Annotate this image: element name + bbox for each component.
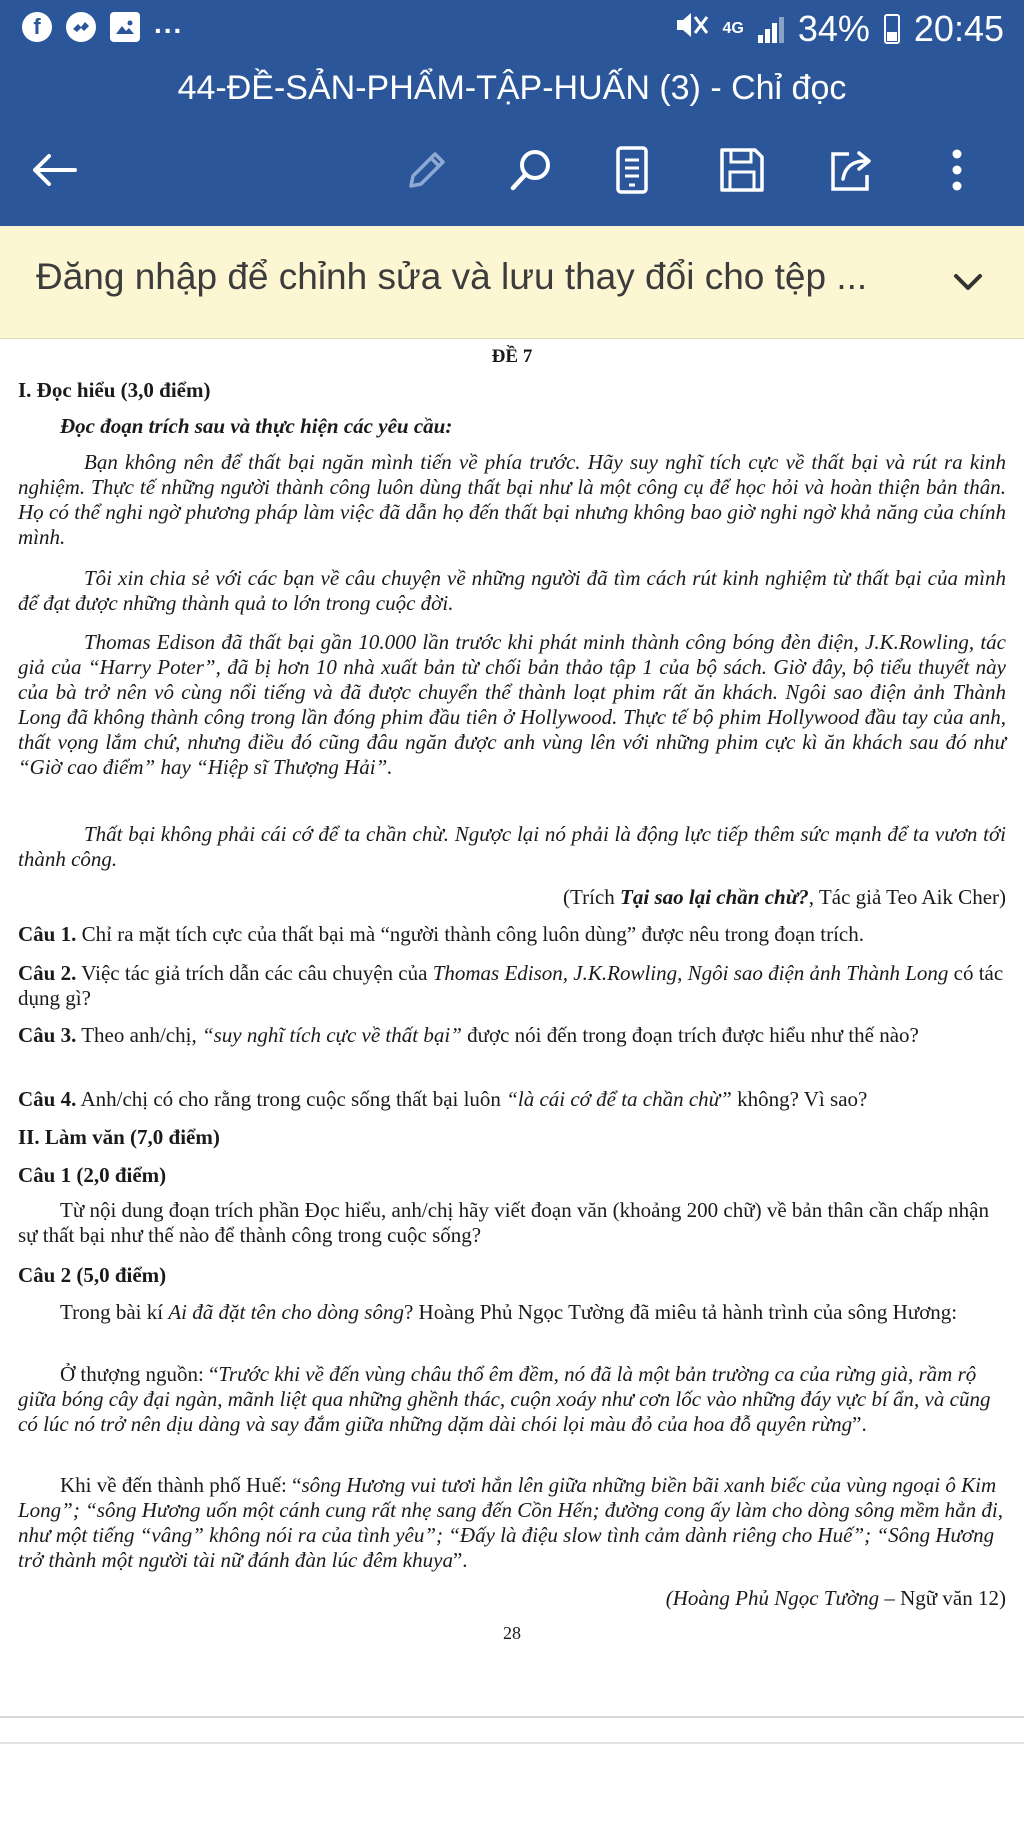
essay-question-2-intro: Trong bài kí Ai đã đặt tên cho dòng sông? Hoàng Phủ Ngọc Tường đã miêu tả hành trình của sông Hương: xyxy=(60,1300,958,1324)
save-button[interactable] xyxy=(710,138,774,202)
citation: (Trích Tại sao lại chần chừ?, Tác giả Teo Aik Cher) xyxy=(563,885,1006,909)
back-arrow-icon xyxy=(29,150,79,190)
messenger-icon xyxy=(66,12,96,42)
essay-question-1-text: Từ nội dung đoạn trích phần Đọc hiểu, anh/chị hãy viết đoạn văn (khoảng 200 chữ) về bản thân cần chấp nhận sự thất bại như thế nào để thành công trong cuộc sống? xyxy=(18,1198,989,1247)
passage-paragraph: Thomas Edison đã thất bại gần 10.000 lần trước khi phát minh thành công bóng đèn điện, J.K.Rowling, tác giả của “Harry Poter”, đã bị hơn 10 nhà xuất bản từ chối bản thảo tập 1 của bộ sách. Giờ đây, bộ tiểu thuyết này của bà trở nên vô cùng nổi tiếng và đã được chuyển thể thành loạt phim rất ăn khách. Ngôi sao điện ảnh Thành Long đã không thành công trong lần đóng phim đầu tiên ở Hollywood. Thực tế bộ phim Hollywood đầu tay của anh, thất vọng lắm chứ, nhưng điều đó cũng đâu ngăn được anh vùng lên với những phim cực kì ăn khách sau đó như “Giờ cao điểm” hay “Hiệp sĩ Thượng Hải”. xyxy=(18,630,1006,779)
sign-in-banner[interactable] xyxy=(0,226,1024,339)
banner-text: Đăng nhập để chỉnh sửa và lưu thay đổi cho tệp ... xyxy=(36,256,868,297)
essay-question-1-heading: Câu 1 (2,0 điểm) xyxy=(18,1163,167,1187)
question-3: Câu 3. Theo anh/chị, “suy nghĩ tích cực về thất bại” được nói đến trong đoạn trích được hiểu như thế nào? xyxy=(18,1023,919,1047)
exam-title: ĐỀ 7 xyxy=(491,346,533,367)
save-icon xyxy=(717,145,767,195)
page-divider xyxy=(0,1742,1024,1744)
question-2: Câu 2. Việc tác giả trích dẫn các câu chuyện của Thomas Edison, J.K.Rowling, Ngôi sao điện ảnh Thành Long có tác dụng gì? xyxy=(18,961,1004,1010)
source-citation: (Hoàng Phủ Ngọc Tường – Ngữ văn 12) xyxy=(665,1586,1006,1610)
passage-paragraph: Bạn không nên để thất bại ngăn mình tiến về phía trước. Hãy suy nghĩ tích cực về thất bại và rút ra kinh nghiệm. Thực tế những người thành công luôn dùng thất bại như là một công cụ để học hỏi và hoàn thiện bản thân. Họ có thể nghi ngờ phương pháp làm việc đã dẫn họ đến thất bại nhưng không bao giờ nghi ngờ khả năng của chính mình. xyxy=(18,450,1006,549)
back-button[interactable] xyxy=(22,138,86,202)
share-icon xyxy=(827,145,877,195)
battery-percent: 34% xyxy=(797,8,870,49)
instruction: Đọc đoạn trích sau và thực hiện các yêu cầu: xyxy=(60,414,453,438)
app-bar xyxy=(0,0,1024,226)
share-button[interactable] xyxy=(820,138,884,202)
more-options-button[interactable] xyxy=(925,138,989,202)
reading-view-button[interactable] xyxy=(600,138,664,202)
section1-heading: I. Đọc hiểu (3,0 điểm) xyxy=(18,378,211,402)
page-divider xyxy=(0,1716,1024,1718)
document-title: 44-ĐỀ-SẢN-PHẨM-TẬP-HUẤN (3) - Chỉ đọc xyxy=(177,69,847,107)
page-number: 28 xyxy=(503,1623,521,1643)
toolbar xyxy=(0,130,1024,210)
pencil-icon xyxy=(403,146,451,194)
clock: 20:45 xyxy=(913,8,1004,49)
essay-question-2-heading: Câu 2 (5,0 điểm) xyxy=(18,1263,167,1287)
more-vertical-icon xyxy=(947,145,967,195)
quote-hue: Khi về đến thành phố Huế: “sông Hương vui tươi hẳn lên giữa những biền bãi xanh biếc của vùng ngoại ô Kim Long”; “sông Hương uốn một cánh cung rất nhẹ sang đến Cồn Hến; đường cong ấy làm cho dòng sông mềm hẳn đi, như một tiếng “vâng” không nói ra của tình yêu”; “Đấy là điệu slow tình cảm dành riêng cho Huế”; “Sông Hương trở thành một người tài nữ đánh đàn lúc đêm khuya”. xyxy=(18,1473,1004,1572)
more-notifications: ... xyxy=(154,8,184,39)
network-type: 4G xyxy=(722,20,744,37)
edit-button[interactable] xyxy=(395,138,459,202)
passage-paragraph: Thất bại không phải cái cớ để ta chần chừ. Ngược lại nó phải là động lực tiếp thêm sức mạnh để ta vươn tới thành công. xyxy=(18,822,1006,871)
chevron-down-icon[interactable] xyxy=(946,260,990,304)
facebook-icon: f xyxy=(22,12,52,42)
mute-icon xyxy=(673,8,709,50)
status-bar xyxy=(0,0,1024,62)
gallery-icon xyxy=(110,12,140,42)
signal-icon xyxy=(758,15,784,43)
quote-upstream: Ở thượng nguồn: “Trước khi về đến vùng châu thổ êm đềm, nó đã là một bản trường ca của rừng già, rầm rộ giữa bóng cây đại ngàn, mãnh liệt qua những ghềnh thác, cuộn xoáy như cơn lốc vào những đáy vực bí ẩn, và cũng có lúc nó trở nên dịu dàng và say đắm giữa những dặm dài chói lọi màu đỏ của hoa đỗ quyên rừng”. xyxy=(18,1362,991,1436)
question-1: Câu 1. Chỉ ra mặt tích cực của thất bại mà “người thành công luôn dùng” được nêu trong đoạn trích. xyxy=(18,922,864,946)
search-icon xyxy=(507,145,557,195)
document-page xyxy=(0,340,1024,1710)
mobile-view-icon xyxy=(612,145,652,195)
section2-heading: II. Làm văn (7,0 điểm) xyxy=(18,1125,220,1149)
question-4: Câu 4. Anh/chị có cho rằng trong cuộc sống thất bại luôn “là cái cớ để ta chần chừ” không? Vì sao? xyxy=(18,1087,868,1111)
battery-icon xyxy=(884,14,900,44)
search-button[interactable] xyxy=(500,138,564,202)
passage-paragraph: Tôi xin chia sẻ với các bạn về câu chuyện về những người đã tìm cách rút kinh nghiệm từ thất bại của mình để đạt được những thành quả to lớn trong cuộc đời. xyxy=(18,566,1006,615)
